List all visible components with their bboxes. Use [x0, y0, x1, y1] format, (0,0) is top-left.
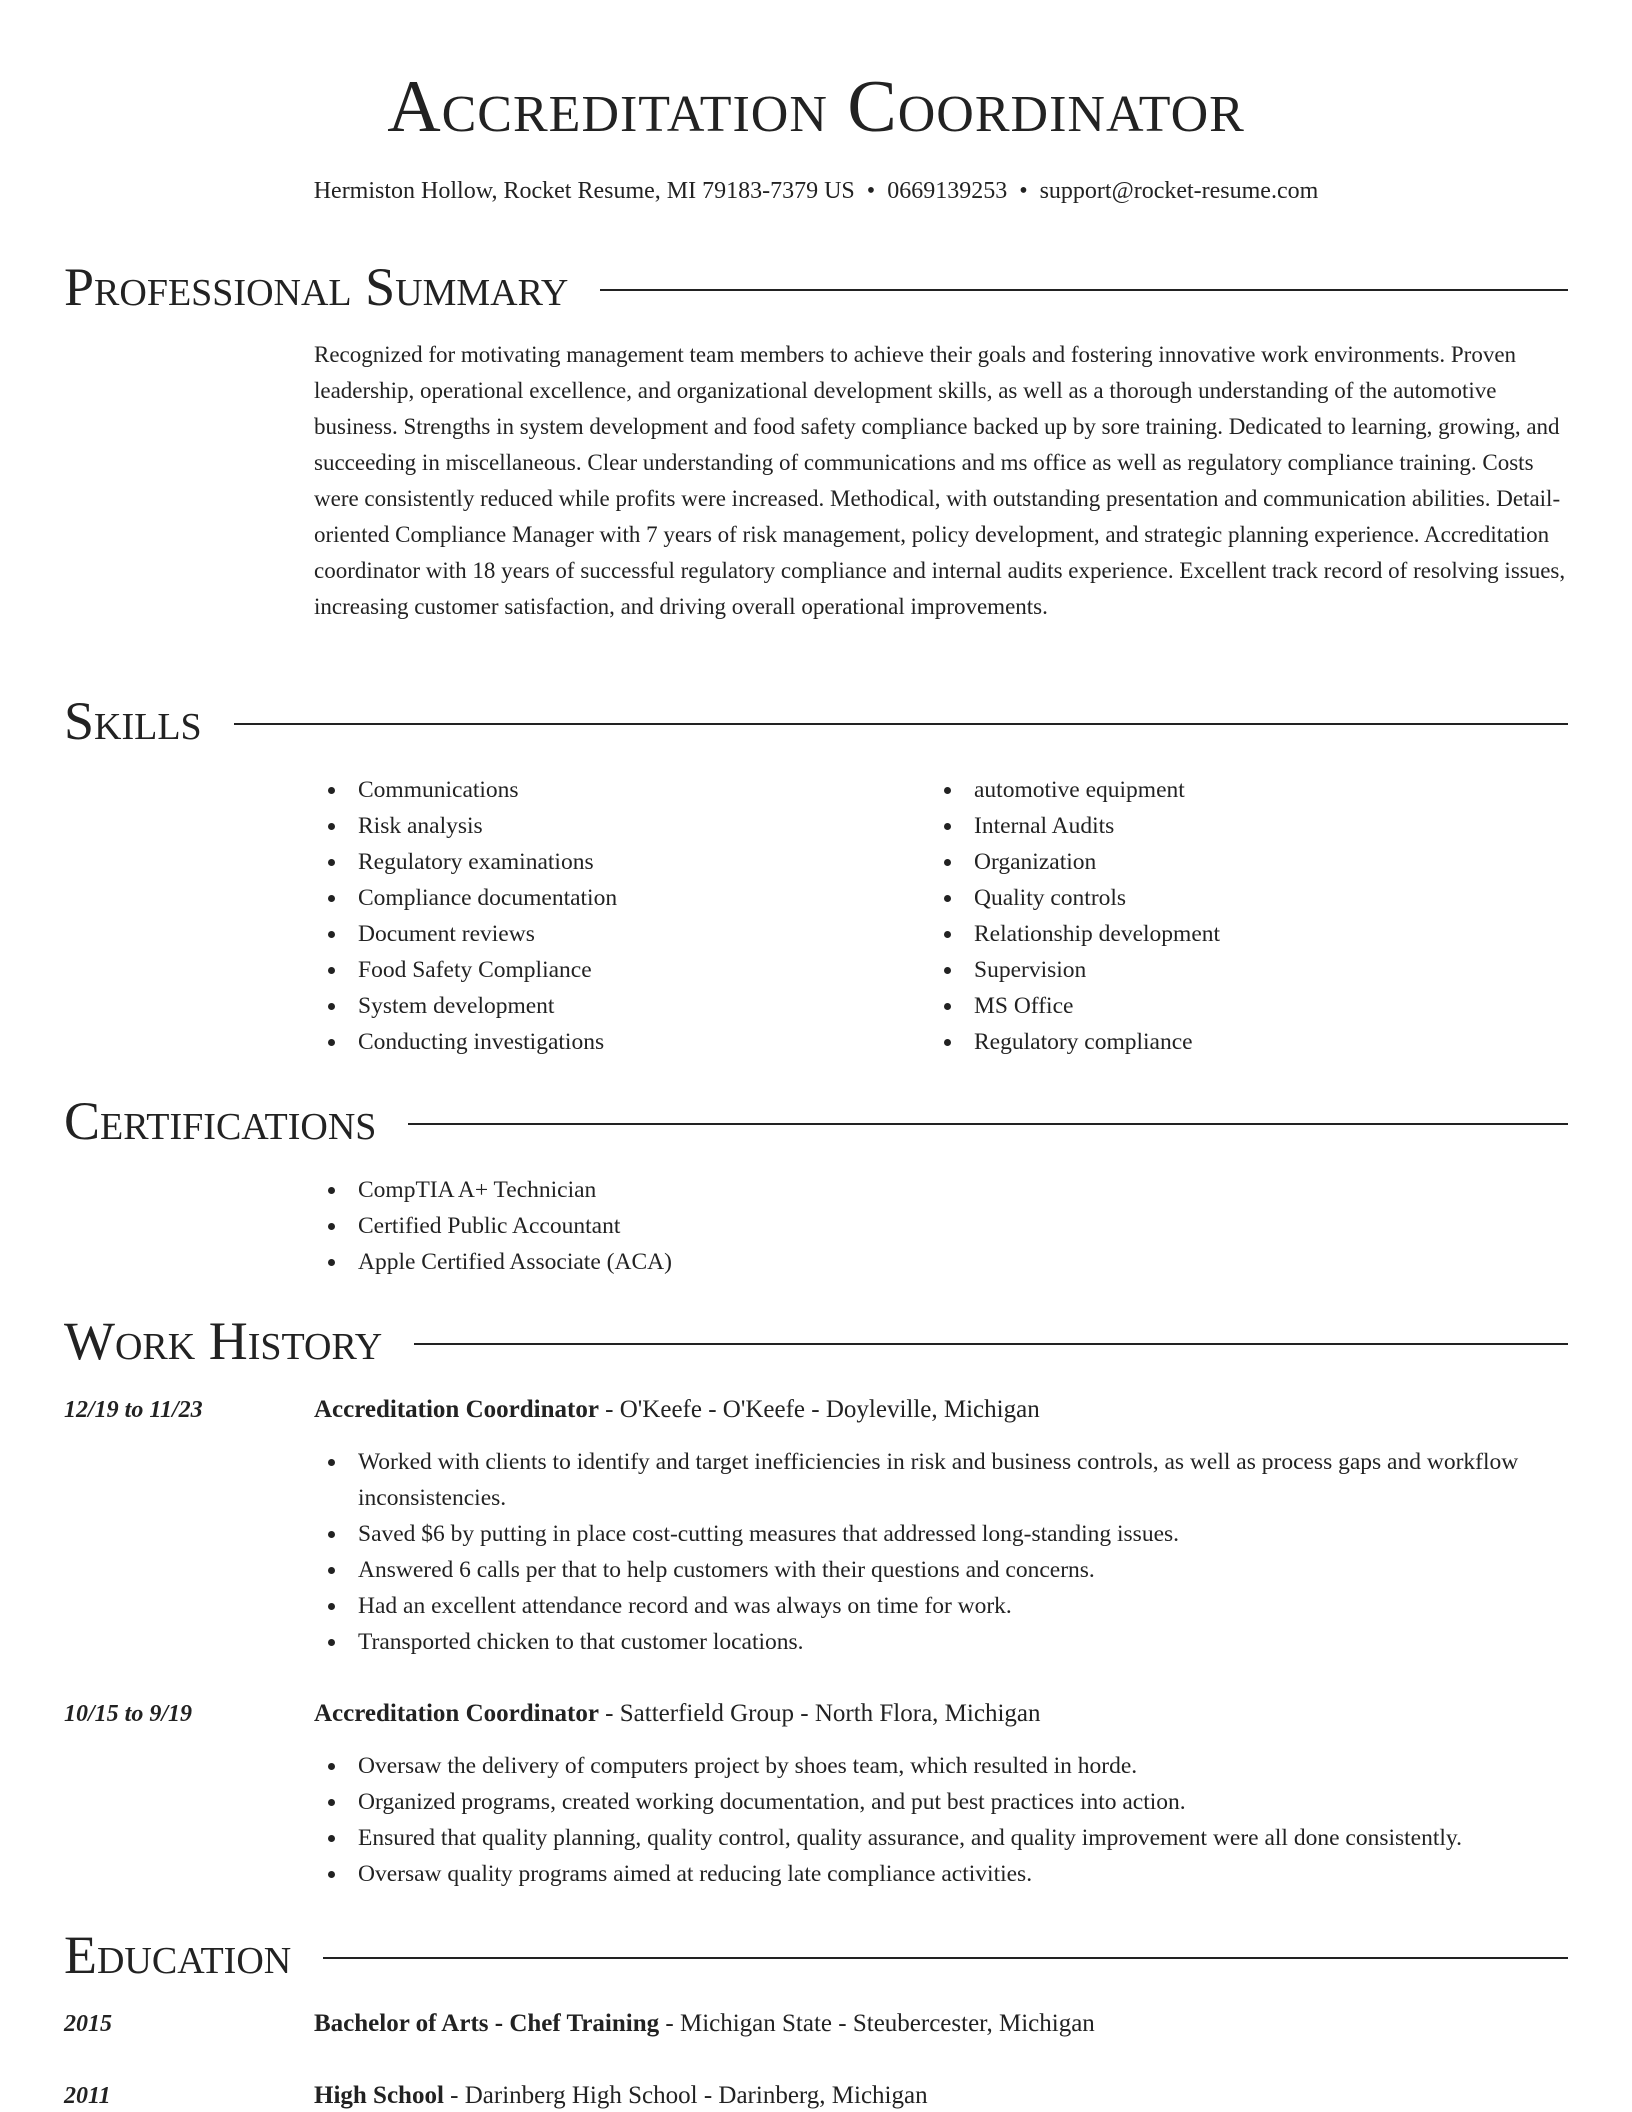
skills-list-left: [314, 772, 914, 1060]
section-divider: [600, 289, 1568, 291]
skill-item: Quality controls: [930, 880, 1550, 916]
skill-item: Regulatory examinations: [314, 844, 914, 880]
job-role: Accreditation Coordinator: [314, 1700, 599, 1727]
section-title: Education: [64, 1925, 292, 1985]
skill-item: Compliance documentation: [314, 880, 914, 916]
job-bullet: Oversaw quality programs aimed at reducing late compliance activities.: [314, 1856, 1568, 1892]
job-bullet: Transported chicken to that customer locations.: [314, 1624, 1568, 1660]
skill-item: Document reviews: [314, 916, 914, 952]
skill-item: Communications: [314, 772, 914, 808]
section-divider: [408, 1123, 1568, 1125]
skill-item: Organization: [930, 844, 1550, 880]
separator: •: [866, 178, 876, 204]
job-bullet: Saved $6 by putting in place cost-cutting measures that addressed long-standing issues.: [314, 1516, 1568, 1552]
section-title: Work History: [64, 1311, 383, 1371]
education-year: 2015: [64, 2011, 112, 2037]
job-bullet: Oversaw the delivery of computers project by shoes team, which resulted in horde.: [314, 1748, 1568, 1784]
contact-line: [0, 176, 1632, 206]
phone: 0669139253: [887, 178, 1008, 204]
job-bullet: Had an excellent attendance record and was always on time for work.: [314, 1588, 1568, 1624]
education-line: [314, 2080, 928, 2112]
job-dates: 10/15 to 9/19: [64, 1701, 193, 1727]
education-line: [314, 2008, 1095, 2040]
section-title: Skills: [64, 691, 202, 751]
job-bullet: Answered 6 calls per that to help customers with their questions and concerns.: [314, 1552, 1568, 1588]
skill-item: Conducting investigations: [314, 1024, 914, 1060]
summary-section-heading: [64, 252, 1568, 322]
skill-item: Relationship development: [930, 916, 1550, 952]
certifications-section-heading: [64, 1086, 1568, 1156]
section-divider: [234, 723, 1568, 725]
certification-item: Apple Certified Associate (ACA): [314, 1244, 1214, 1280]
skill-item: Regulatory compliance: [930, 1024, 1550, 1060]
job-details: - Satterfield Group - North Flora, Michigan: [598, 1700, 1041, 1727]
job-bullets: [314, 1748, 1568, 1892]
certification-item: CompTIA A+ Technician: [314, 1172, 1214, 1208]
separator: •: [1019, 178, 1028, 204]
job-bullet: Ensured that quality planning, quality control, quality assurance, and quality improvement were all done consistently.: [314, 1820, 1568, 1856]
job-role: Accreditation Coordinator: [314, 1396, 599, 1423]
certifications-list: [314, 1172, 1214, 1280]
education-section-heading: [64, 1920, 1568, 1990]
section-title: Certifications: [64, 1091, 377, 1151]
skill-item: MS Office: [930, 988, 1550, 1024]
education-details: - Michigan State - Steubercester, Michigan: [659, 2010, 1095, 2037]
job-title-line: [314, 1698, 1041, 1730]
job-bullet: Worked with clients to identify and target inefficiencies in risk and business controls, as well as process gaps and workflow inconsistencies.: [314, 1444, 1568, 1516]
skill-item: automotive equipment: [930, 772, 1550, 808]
job-bullets: [314, 1444, 1568, 1660]
education-degree: High School: [314, 2082, 444, 2109]
work-history-section-heading: [64, 1306, 1568, 1376]
section-divider: [323, 1957, 1568, 1959]
email-link[interactable]: support@rocket-resume.com: [1039, 178, 1319, 204]
job-dates: 12/19 to 11/23: [64, 1397, 203, 1423]
job-details: - O'Keefe - O'Keefe - Doyleville, Michigan: [598, 1396, 1040, 1423]
education-year: 2011: [64, 2083, 111, 2109]
skill-item: Risk analysis: [314, 808, 914, 844]
education-degree: Bachelor of Arts - Chef Training: [314, 2010, 660, 2037]
certification-item: Certified Public Accountant: [314, 1208, 1214, 1244]
skill-item: Supervision: [930, 952, 1550, 988]
skills-section-heading: [64, 686, 1568, 756]
address: Hermiston Hollow, Rocket Resume, MI 79183-7379 US: [313, 178, 855, 204]
education-details: - Darinberg High School - Darinberg, Michigan: [443, 2082, 928, 2109]
summary-text: Recognized for motivating management team members to achieve their goals and fostering innovative work environments. Proven leadership, operational excellence, and organizational development skills, as well as a thorough understanding of the automotive business. Strengths in system development and food safety compliance backed up by sore training. Dedicated to learning, growing, and succeeding in miscellaneous. Clear understanding of communications and ms office as well as regulatory compliance training. Costs were consistently reduced while profits were increased. Methodical, with outstanding presentation and communication abilities. Detail-oriented Compliance Manager with 7 years of risk management, policy development, and strategic planning experience. Accreditation coordinator with 18 years of successful regulatory compliance and internal audits experience. Excellent track record of resolving issues, increasing customer satisfaction, and driving overall operational improvements.: [314, 342, 1566, 619]
skill-item: System development: [314, 988, 914, 1024]
job-bullet: Organized programs, created working documentation, and put best practices into action.: [314, 1784, 1568, 1820]
candidate-name: Accreditation Coordinator: [387, 66, 1245, 148]
skill-item: Food Safety Compliance: [314, 952, 914, 988]
job-title-line: [314, 1394, 1040, 1426]
section-title: Professional Summary: [64, 257, 569, 317]
skills-list-right: [930, 772, 1550, 1060]
skill-item: Internal Audits: [930, 808, 1550, 844]
section-divider: [414, 1343, 1568, 1345]
